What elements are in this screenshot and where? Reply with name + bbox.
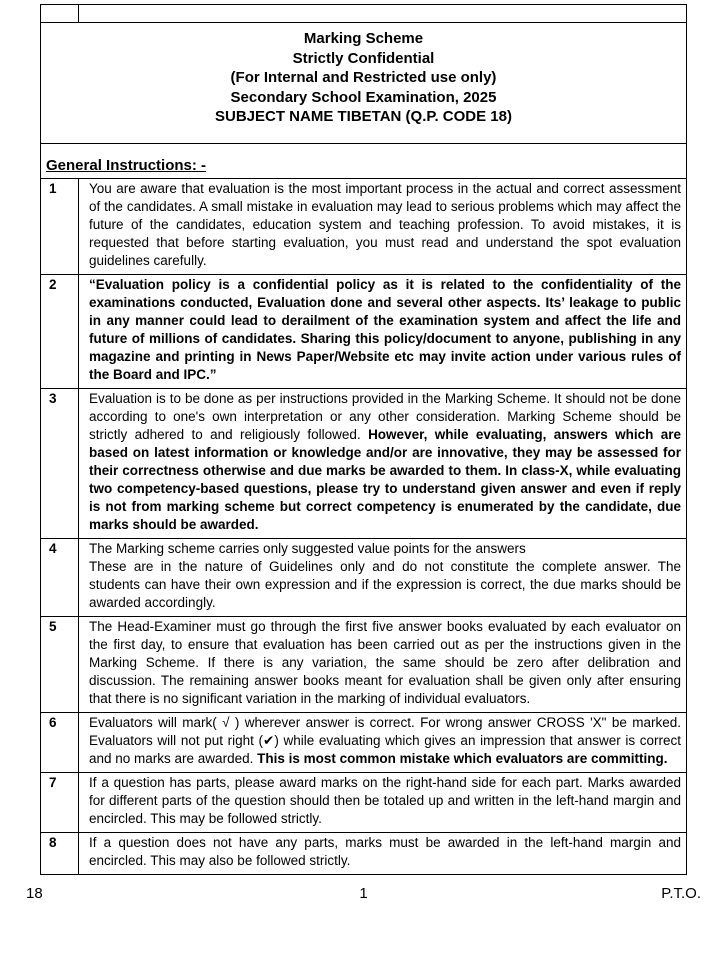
instruction-text-bold-segment: This is most common mistake which evaluators are committing. [257, 750, 668, 766]
marking-scheme-document [40, 4, 687, 875]
instruction-text [79, 539, 686, 616]
instruction-number: 7 [41, 773, 79, 832]
document-header [41, 23, 686, 144]
title-examination: Secondary School Examination, 2025 [230, 88, 497, 106]
general-instructions-heading-row [41, 144, 686, 179]
footer-page-number: 1 [359, 884, 368, 902]
instruction-text [79, 179, 686, 274]
instructions-table [41, 179, 686, 874]
instruction-text [79, 713, 686, 772]
instruction-row [41, 773, 686, 833]
instruction-row [41, 389, 686, 539]
title-subject-code: SUBJECT NAME TIBETAN (Q.P. CODE 18) [215, 108, 512, 125]
instruction-number: 1 [41, 179, 79, 274]
instruction-row [41, 833, 686, 874]
instruction-text-bold-segment: “Evaluation policy is a confidential policy as it is related to the confidentiality of the examinations conducted, Evaluation done and several other aspects. Its’ leakage to public in any manner could lead to derailment of the examination system and affect the life and future of millions of candidates. Sharing this policy/document to anyone, publishing in any magazine and printing in News Paper/Website etc may invite action under various rules of the Board and IPC.” [89, 276, 681, 382]
instruction-text [79, 275, 686, 388]
instruction-text-segment: Evaluators will mark( √ ) wherever answer is correct. For wrong answer CROSS 'X" be marked. Evaluators will not put right (✔) while evaluating which gives an impression that answer is correct and no marks are awarded. [89, 714, 681, 766]
instruction-number: 6 [41, 713, 79, 772]
instruction-number: 3 [41, 389, 79, 538]
instruction-row [41, 713, 686, 773]
footer-left-number: 18 [26, 884, 43, 902]
general-instructions-label: General Instructions: - [46, 156, 207, 174]
instruction-number: 4 [41, 539, 79, 616]
empty-number-cell [41, 5, 79, 22]
instruction-text [79, 617, 686, 712]
instruction-text-segment: These are in the nature of Guidelines only and do not constitute the complete answer. The students can have their own expression and if the expression is correct, the due marks should be awarded accordingly. [89, 558, 681, 610]
instruction-row [41, 275, 686, 389]
title-marking-scheme: Marking Scheme [303, 30, 424, 47]
instruction-number: 2 [41, 275, 79, 388]
title-strictly-confidential: Strictly Confidential [292, 49, 435, 67]
instruction-row [41, 179, 686, 275]
instruction-text-bold-segment: However, while evaluating, answers which are based on latest information or knowledge and/or are innovative, they may be assessed for their correctness otherwise and due marks be awarded to them. In class-X, while evaluating two competency-based questions, please try to understand given answer and even if reply is not from marking scheme but correct competency is enumerated by the candidate, due marks should be awarded. [89, 426, 681, 532]
instruction-text-segment: Evaluation is to be done as per instructions provided in the Marking Scheme. It should not be done according to one's own interpretation or any other consideration. Marking Scheme should be strictly adhered to and religiously followed. [89, 390, 681, 442]
instruction-text [79, 389, 686, 538]
instruction-number: 8 [41, 833, 79, 874]
instruction-text-segment: You are aware that evaluation is the most important process in the actual and correct assessment of the candidates. A small mistake in evaluation may lead to serious problems which may affect the future of the candidates, education system and teaching profession. To avoid mistakes, it is requested that before starting evaluation, you must read and understand the spot evaluation guidelines carefully. [89, 180, 681, 268]
empty-top-row [41, 5, 686, 23]
instruction-row [41, 539, 686, 617]
instruction-text-segment: If a question does not have any parts, marks must be awarded in the left-hand margin and encircled. This may also be followed strictly. [89, 834, 681, 868]
instruction-text-segment: If a question has parts, please award marks on the right-hand side for each part. Marks awarded for different parts of the question should then be totaled up and written in the left-hand margin and encircled. This may be followed strictly. [89, 774, 681, 826]
footer-pto: P.T.O. [661, 884, 701, 902]
instruction-text-segment: The Marking scheme carries only suggested value points for the answers [89, 540, 526, 556]
instruction-row [41, 617, 686, 713]
instruction-text-segment: The Head-Examiner must go through the first five answer books evaluated by each evaluator on the first day, to ensure that evaluation has been carried out as per the instructions given in the Marking Scheme. If there is any variation, the same should be zero after delibration and discussion. The remaining answer books meant for evaluation shall be given only after ensuring that there is no significant variation in the marking of individual evaluators. [89, 618, 681, 706]
instruction-text [79, 773, 686, 832]
title-restricted-use: (For Internal and Restricted use only) [230, 69, 497, 86]
page-footer [0, 885, 727, 907]
instruction-number: 5 [41, 617, 79, 712]
instruction-text [79, 833, 686, 874]
